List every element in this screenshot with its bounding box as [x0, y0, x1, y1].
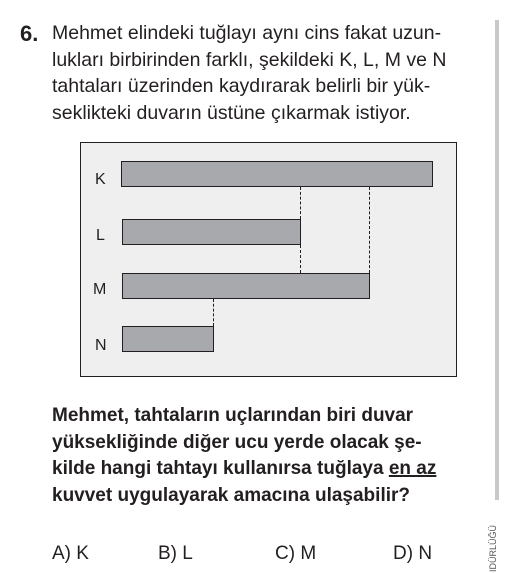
guide-line-l-lower	[300, 245, 301, 273]
question-prompt	[52, 403, 492, 509]
prompt-line: Mehmet, tahtaların uçlarından biri duvar	[52, 405, 414, 426]
guide-line-l	[300, 187, 301, 219]
prompt-text: kilde hangi tahtayı kullanırsa tuğlaya	[52, 458, 389, 479]
emphasis-text: en az	[388, 458, 437, 479]
plank-label-k: K	[95, 171, 106, 188]
option-b[interactable]: B) L	[158, 543, 193, 564]
plank-label-m: M	[93, 281, 107, 298]
stem-line: seklikteki duvarın üstüne çıkarmak istiyor.	[52, 101, 411, 124]
prompt-line: kuvvet uygulayarak amacına ulaşabilir?	[52, 484, 411, 506]
prompt-line: yüksekliğinde diğer ucu yerde olacak şe-	[52, 431, 422, 453]
question-stem	[52, 20, 492, 126]
stem-line: lukları birbirinden farklı, şekildeki K, L, M ve N	[52, 48, 447, 71]
guide-line-n	[213, 299, 214, 326]
plank-k	[121, 161, 433, 187]
planks-figure	[80, 142, 457, 377]
plank-label-n: N	[95, 337, 107, 354]
prompt-line	[52, 456, 492, 483]
plank-l	[122, 219, 301, 245]
plank-n	[122, 326, 214, 352]
side-text: IDÜRLÜĞÜ	[488, 524, 498, 572]
plank-m	[122, 273, 370, 299]
option-a[interactable]: A) K	[52, 543, 89, 564]
option-d[interactable]: D) N	[393, 543, 433, 564]
guide-line-m	[369, 187, 370, 273]
plank-label-l: L	[96, 227, 105, 244]
stem-line: tahtaları üzerinden kaydırarak belirli bir yük-	[52, 75, 431, 97]
option-c[interactable]: C) M	[275, 543, 317, 564]
side-bar	[495, 20, 499, 500]
question-number: 6.	[20, 21, 39, 46]
stem-line: Mehmet elindeki tuğlayı aynı cins fakat uzun-	[52, 22, 442, 44]
